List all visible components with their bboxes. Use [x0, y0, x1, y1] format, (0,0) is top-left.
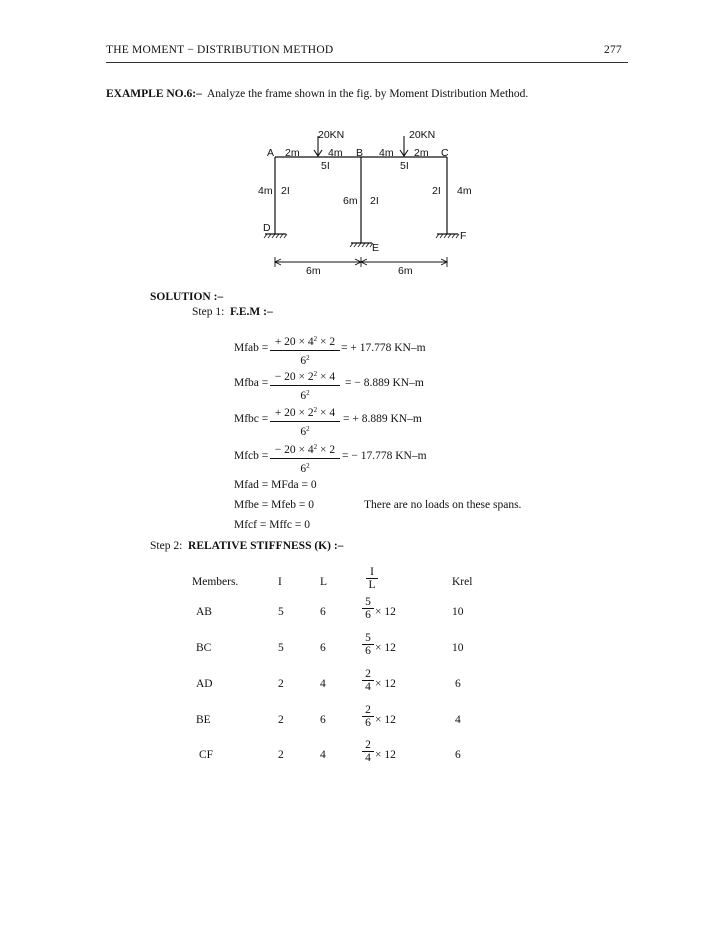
span-left-label: 6m [306, 265, 321, 277]
zero-moment-ad: Mfad = MFda = 0 [234, 479, 317, 491]
solution-title: SOLUTION :– [150, 291, 224, 303]
fem-cb-num-b: × 2 [317, 444, 336, 456]
fem-cb-den-sup: 2 [306, 462, 310, 470]
fem-ba-fraction [270, 368, 340, 403]
step1-heading [192, 306, 273, 318]
fem-ab-fraction [270, 333, 340, 368]
row-fraction [362, 739, 374, 764]
row-L: 6 [320, 606, 326, 618]
fem-cb-label: Mfcb = [234, 450, 269, 462]
dim-4m-left: 4m [328, 147, 343, 159]
fem-bc-sup: 2 [313, 406, 318, 414]
row-I: 5 [278, 642, 284, 654]
joint-b-label: B [356, 147, 364, 159]
load-left-label: 20KN [318, 129, 345, 141]
row-krel: 6 [455, 749, 461, 761]
span-right-label: 6m [398, 265, 413, 277]
page-number: 277 [604, 44, 622, 56]
dim-c-2m: 2m [414, 147, 429, 159]
zero-moment-be: Mfbe = Mfeb = 0 [234, 499, 315, 511]
row-fraction [362, 668, 374, 693]
row-krel: 10 [452, 606, 464, 618]
row-L: 6 [320, 642, 326, 654]
col-header-frac-num: I [366, 566, 378, 579]
example-text: Analyze the frame shown in the fig. by Moment Distribution Method. [206, 88, 529, 100]
fem-bc-fraction [270, 404, 340, 439]
fem-ab-num-b: × 2 [317, 336, 336, 348]
fem-cb-num-a: − 20 × 4 [274, 444, 314, 456]
example-label: EXAMPLE NO.6:– [106, 88, 202, 100]
row-L: 4 [320, 678, 326, 690]
row-fraction [362, 596, 374, 621]
step1-prefix: Step 1: [192, 306, 225, 318]
row-frac-den: 4 [365, 681, 371, 693]
dim-a-2m: 2m [285, 147, 300, 159]
row-member: AB [196, 606, 212, 618]
step2-prefix: Step 2: [150, 540, 183, 552]
col-ad-length: 4m [258, 185, 273, 197]
row-fraction [362, 704, 374, 729]
row-frac-den: 6 [365, 717, 371, 729]
support-e-label: E [372, 242, 380, 254]
col-header-frac-den: L [368, 579, 376, 591]
col-ad-inertia: 2I [281, 185, 290, 197]
row-krel: 10 [452, 642, 464, 654]
frame-figure [0, 0, 728, 290]
fem-cb-den: 6 [300, 463, 307, 475]
fem-ba-result: = − 8.889 KN–m [345, 377, 424, 389]
step2-title: RELATIVE STIFFNESS (K) :– [188, 540, 344, 552]
row-frac-num: 2 [362, 704, 374, 717]
fem-ba-sup: 2 [313, 370, 318, 378]
row-member: BC [196, 642, 212, 654]
col-be-length: 6m [343, 195, 358, 207]
load-right-label: 20KN [409, 129, 436, 141]
fem-ba-num-a: − 20 × 2 [274, 371, 314, 383]
row-I: 2 [278, 678, 284, 690]
row-member: CF [199, 749, 214, 761]
col-cf-inertia: 2I [432, 185, 441, 197]
fem-ab-den-sup: 2 [306, 354, 310, 362]
col-header-I-over-L [366, 566, 378, 591]
row-L: 6 [320, 714, 326, 726]
beam-bc-inertia: 5I [400, 160, 409, 172]
fem-bc-den: 6 [300, 426, 307, 438]
row-frac-den: 4 [365, 752, 371, 764]
col-header-members: Members. [192, 576, 239, 588]
row-frac-num: 2 [362, 668, 374, 681]
zero-moment-note: There are no loads on these spans. [364, 499, 522, 511]
fem-ba-num-b: × 4 [317, 371, 336, 383]
row-I: 2 [278, 714, 284, 726]
fem-ab-sup: 2 [313, 335, 318, 343]
row-times-12: × 12 [375, 606, 396, 618]
fem-ab-result: = + 17.778 KN–m [341, 342, 426, 354]
row-I: 2 [278, 749, 284, 761]
fem-bc-num-b: × 4 [317, 407, 336, 419]
row-times-12: × 12 [375, 642, 396, 654]
step1-title: F.E.M :– [230, 306, 273, 318]
fem-bc-result: = + 8.889 KN–m [343, 413, 422, 425]
step2-heading [150, 540, 343, 552]
row-member: BE [196, 714, 211, 726]
col-cf-length: 4m [457, 185, 472, 197]
fem-bc-label: Mfbc = [234, 413, 269, 425]
row-fraction [362, 632, 374, 657]
row-times-12: × 12 [375, 749, 396, 761]
row-I: 5 [278, 606, 284, 618]
fem-bc-den-sup: 2 [306, 425, 310, 433]
row-krel: 6 [455, 678, 461, 690]
fem-ba-den: 6 [300, 390, 307, 402]
row-member: AD [196, 678, 213, 690]
fem-ab-label: Mfab = [234, 342, 269, 354]
fem-ba-label: Mfba = [234, 377, 269, 389]
joint-a-label: A [267, 147, 275, 159]
row-frac-num: 5 [362, 596, 374, 609]
row-times-12: × 12 [375, 678, 396, 690]
fem-ba-den-sup: 2 [306, 389, 310, 397]
col-header-L: L [320, 576, 328, 588]
col-be-inertia: 2I [370, 195, 379, 207]
fem-ab-num-a: + 20 × 4 [274, 336, 314, 348]
row-times-12: × 12 [375, 714, 396, 726]
beam-ab-inertia: 5I [321, 160, 330, 172]
col-header-krel: Krel [452, 576, 473, 588]
fem-cb-sup: 2 [313, 443, 318, 451]
joint-c-label: C [441, 147, 449, 159]
row-L: 4 [320, 749, 326, 761]
row-frac-den: 6 [365, 609, 371, 621]
row-krel: 4 [455, 714, 461, 726]
row-frac-den: 6 [365, 645, 371, 657]
zero-moment-cf: Mfcf = Mffc = 0 [234, 519, 310, 531]
row-frac-num: 2 [362, 739, 374, 752]
fem-bc-num-a: + 20 × 2 [274, 407, 314, 419]
col-header-I: I [278, 576, 282, 588]
dim-4m-right: 4m [379, 147, 394, 159]
fem-cb-fraction [270, 441, 340, 476]
support-f-label: F [460, 230, 467, 242]
row-frac-num: 5 [362, 632, 374, 645]
fem-cb-result: = − 17.778 KN–m [342, 450, 427, 462]
fem-ab-den: 6 [300, 355, 307, 367]
running-header-title: THE MOMENT − DISTRIBUTION METHOD [106, 44, 334, 56]
support-d-label: D [263, 222, 271, 234]
